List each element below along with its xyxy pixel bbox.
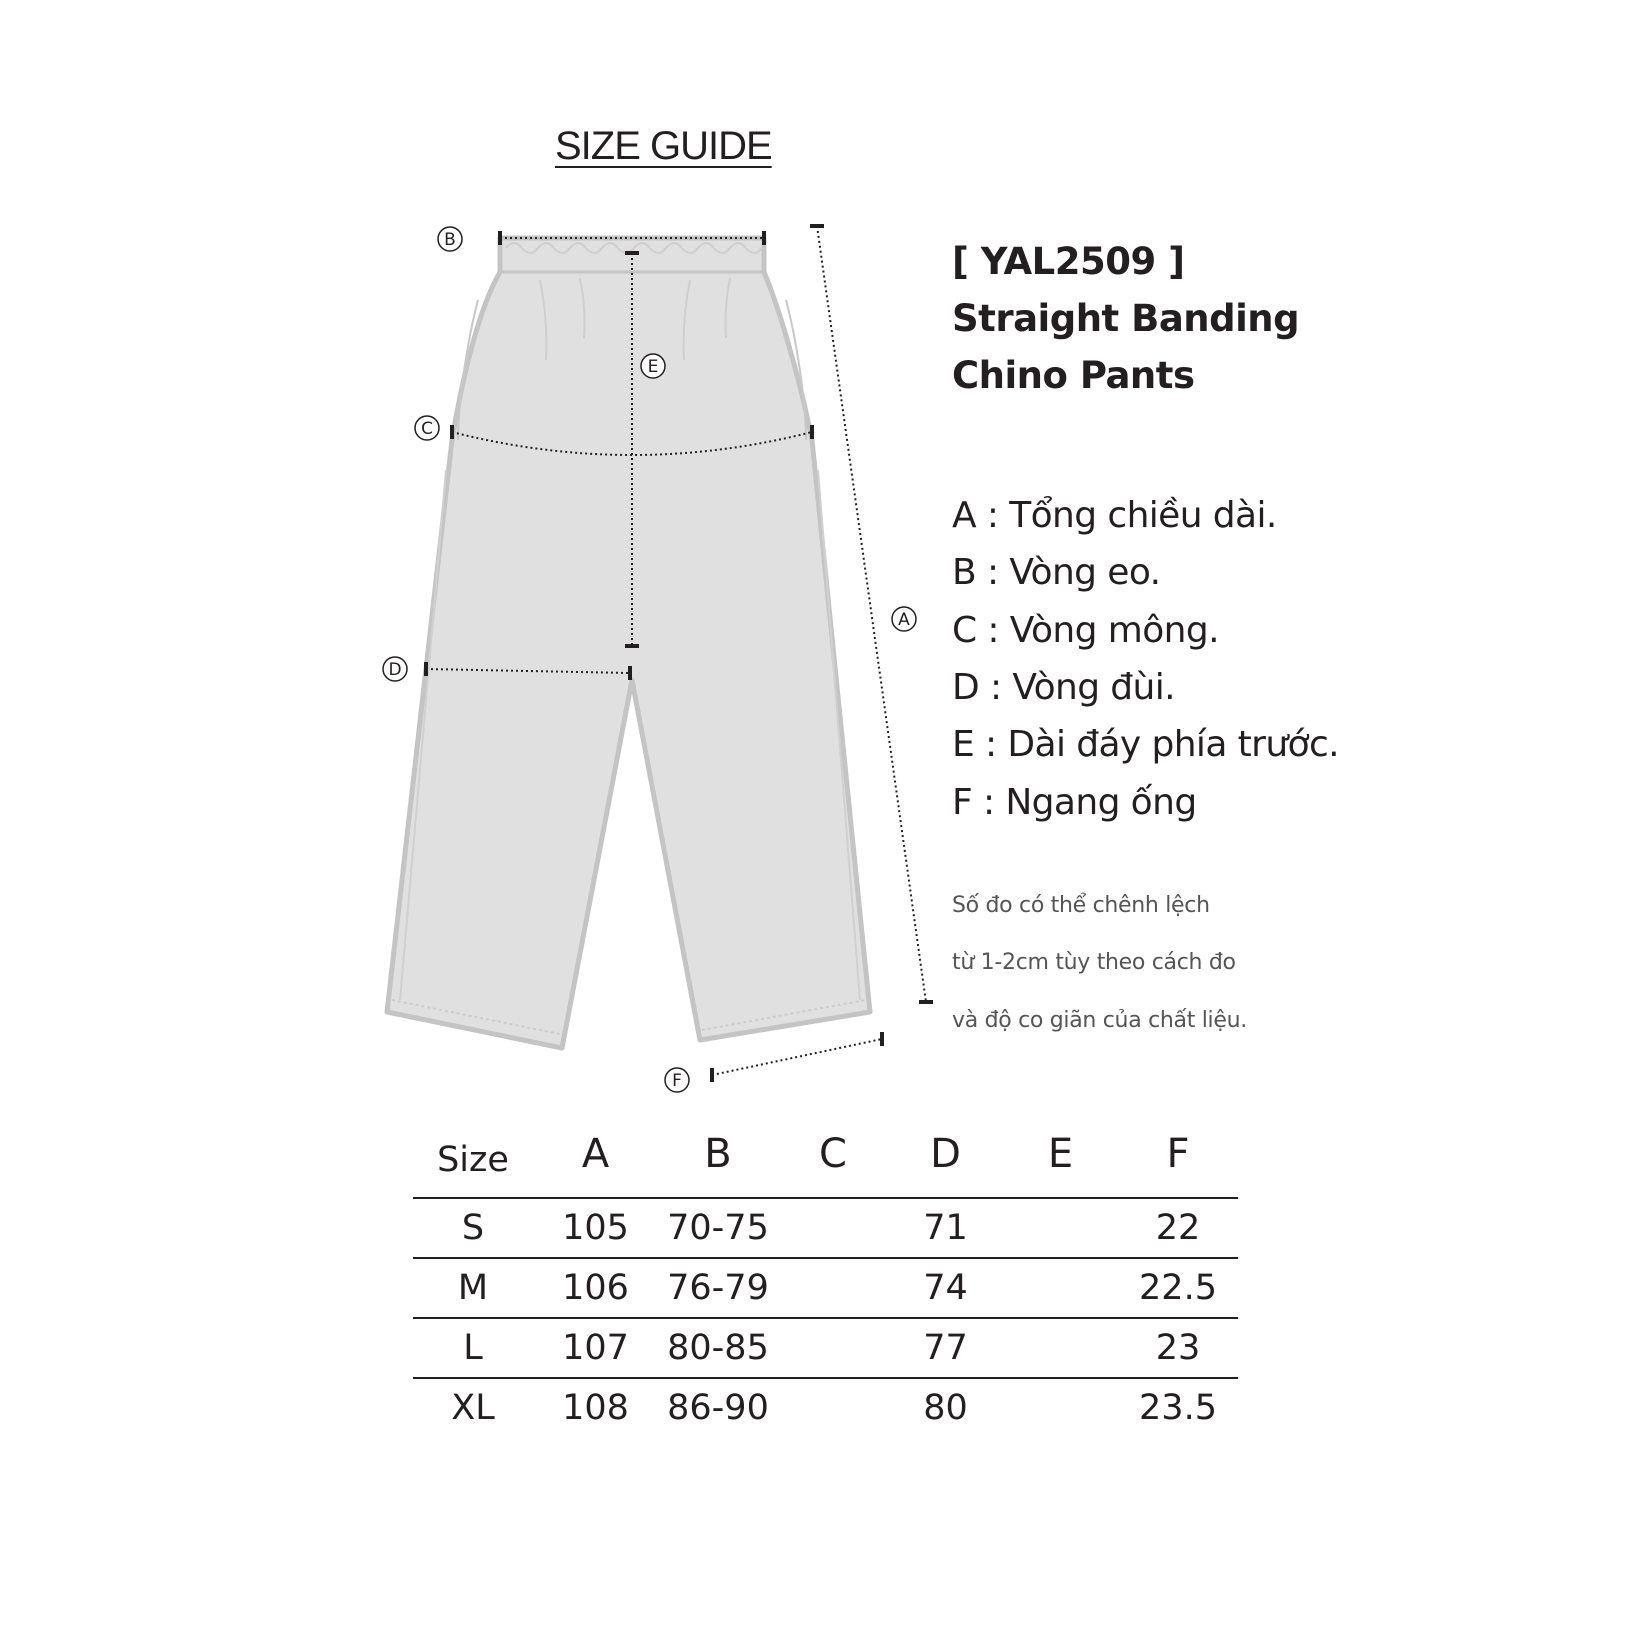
cell-a: 105 <box>562 1208 629 1248</box>
cell-b: 76-79 <box>667 1268 769 1308</box>
legend-b: B : Vòng eo. <box>952 552 1161 593</box>
table-row <box>413 1318 1238 1378</box>
cell-c <box>778 1378 888 1437</box>
cell-d: 80 <box>923 1388 968 1428</box>
cell-f: 23 <box>1155 1328 1201 1368</box>
note-line2: từ 1-2cm tùy theo cách đo <box>952 950 1236 975</box>
cell-size: S <box>461 1208 485 1248</box>
marker-e-label: E <box>647 357 659 377</box>
product-name-line1: Straight Banding <box>952 297 1300 340</box>
legend-e: E : Dài đáy phía trước. <box>952 724 1340 765</box>
marker-f-label: F <box>672 1071 682 1091</box>
cell-c <box>778 1318 888 1378</box>
measure-line-f <box>712 1039 882 1075</box>
cell-e <box>1003 1258 1118 1318</box>
cell-e <box>1003 1318 1118 1378</box>
marker-d-label: D <box>388 660 402 680</box>
cell-a: 107 <box>562 1328 629 1368</box>
cell-size: L <box>463 1328 483 1368</box>
header-size: Size <box>437 1139 509 1180</box>
header-f: F <box>1166 1130 1190 1177</box>
cell-f: 22 <box>1155 1208 1201 1248</box>
product-code: [ YAL2509 ] <box>952 240 1185 283</box>
cell-a: 108 <box>562 1388 629 1428</box>
size-table-header <box>413 1110 1238 1198</box>
table-row <box>413 1258 1238 1318</box>
header-e: E <box>1047 1130 1074 1177</box>
marker-b-label: B <box>444 230 456 250</box>
size-table <box>413 1110 1238 1437</box>
cell-b: 70-75 <box>667 1208 769 1248</box>
cell-c <box>778 1198 888 1258</box>
cell-d: 77 <box>923 1328 968 1368</box>
cell-d: 74 <box>923 1268 968 1308</box>
cell-c <box>778 1258 888 1318</box>
header-a: A <box>581 1130 610 1177</box>
note-line1: Số đo có thể chênh lệch <box>952 893 1210 918</box>
cell-size: M <box>457 1268 489 1308</box>
table-row <box>413 1378 1238 1437</box>
legend-a: A : Tổng chiều dài. <box>952 495 1277 536</box>
legend-d: D : Vòng đùi. <box>952 667 1176 708</box>
marker-a-label: A <box>898 610 910 630</box>
product-name-line2: Chino Pants <box>952 354 1195 397</box>
cell-a: 106 <box>562 1268 629 1308</box>
note-line3: và độ co giãn của chất liệu. <box>952 1008 1247 1033</box>
cell-d: 71 <box>923 1208 968 1248</box>
header-d: D <box>930 1130 961 1177</box>
header-b: B <box>704 1130 732 1177</box>
cell-b: 86-90 <box>667 1388 769 1428</box>
cell-b: 80-85 <box>667 1328 769 1368</box>
cell-f: 22.5 <box>1139 1268 1217 1308</box>
cell-size: XL <box>451 1388 495 1428</box>
header-c: C <box>819 1130 847 1177</box>
size-guide-title: SIZE GUIDE <box>555 124 772 168</box>
legend-f: F : Ngang ống <box>952 782 1197 823</box>
cell-e <box>1003 1378 1118 1437</box>
cell-e <box>1003 1198 1118 1258</box>
table-row <box>413 1198 1238 1258</box>
cell-f: 23.5 <box>1139 1388 1217 1428</box>
legend-c: C : Vòng mông. <box>952 610 1219 651</box>
marker-c-label: C <box>421 419 433 439</box>
